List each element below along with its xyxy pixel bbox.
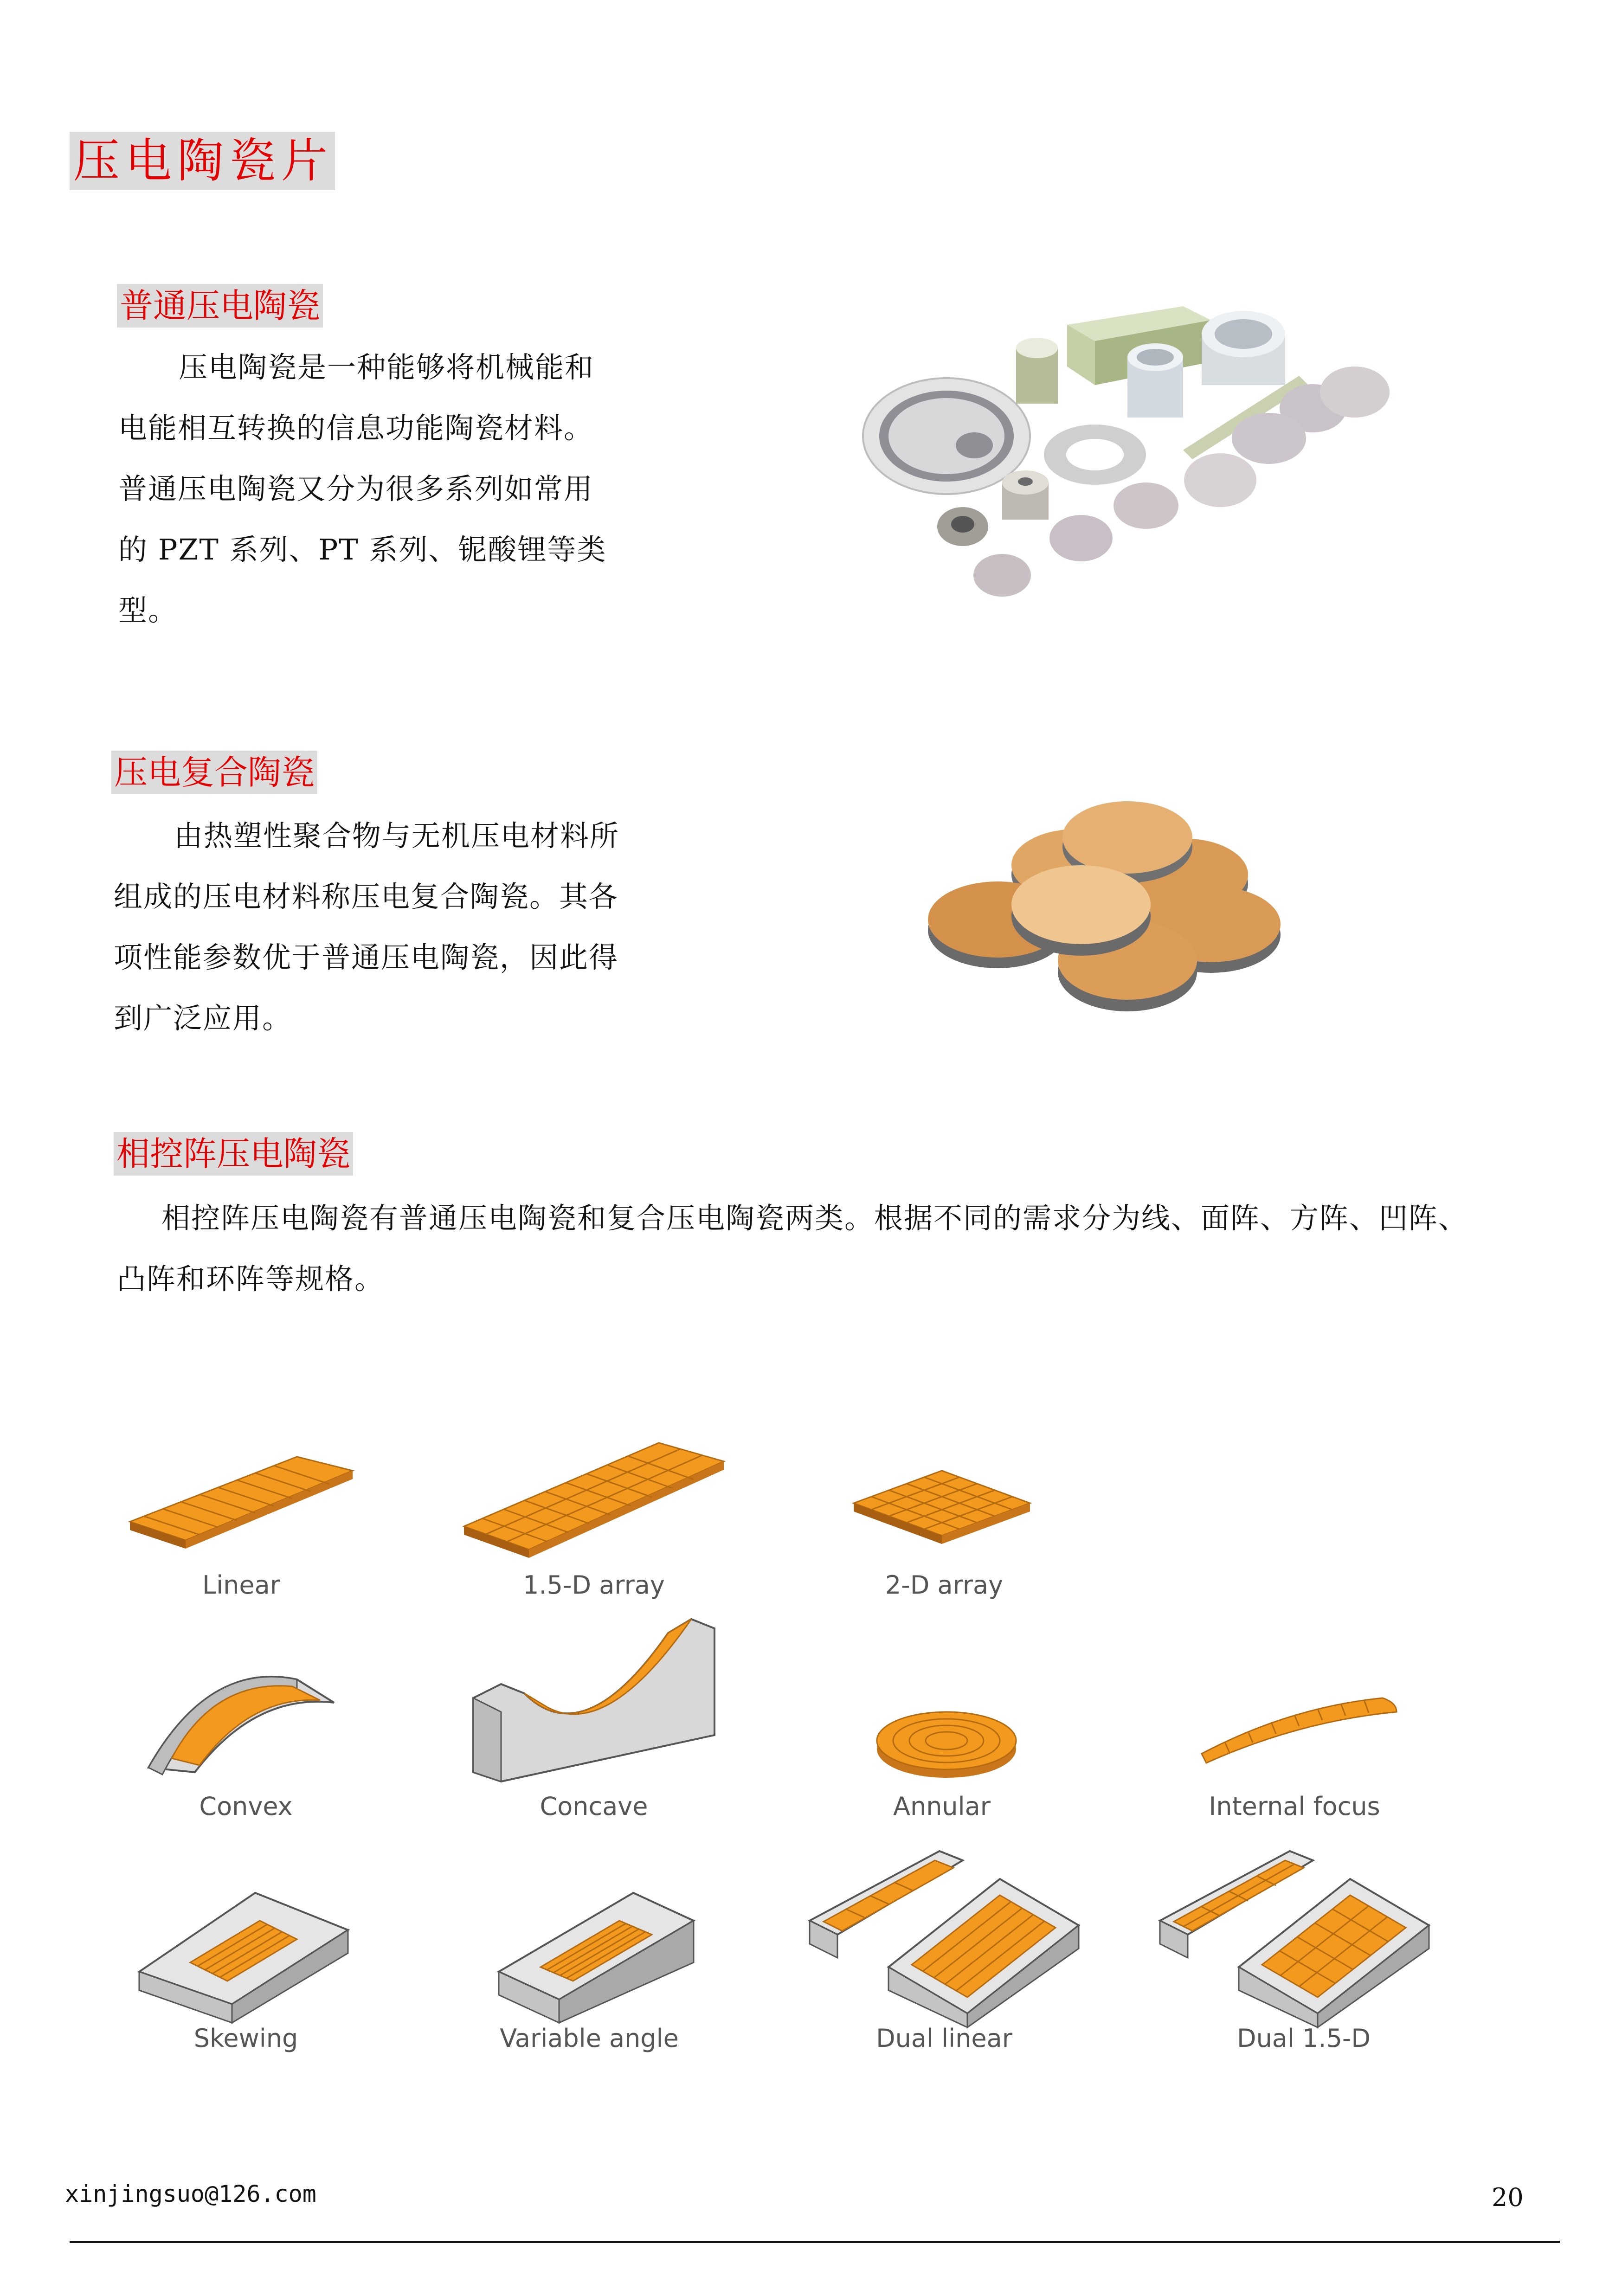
1-5d-array-illustration xyxy=(459,1434,728,1568)
array-label-2d: 2-D array xyxy=(885,1570,1004,1600)
section-body-phased-array xyxy=(117,1188,1555,1309)
page-title: 压电陶瓷片 xyxy=(70,132,335,190)
array-label-convex: Convex xyxy=(199,1792,293,1821)
array-label-annular: Annular xyxy=(893,1792,991,1821)
dual-1-5d-array-illustration xyxy=(1155,1842,1434,2027)
body-line: 组成的压电材料称压电复合陶瓷。其各 xyxy=(114,880,619,913)
2d-array-illustration xyxy=(849,1461,1035,1554)
body-line: 项性能参数优于普通压电陶瓷，因此得 xyxy=(114,940,619,974)
array-label-1-5d: 1.5-D array xyxy=(523,1570,665,1600)
footer-email: xinjingsuo@126.com xyxy=(65,2180,316,2207)
footer-divider xyxy=(70,2241,1560,2243)
convex-array-illustration xyxy=(144,1652,339,1777)
variable-angle-array-illustration xyxy=(494,1884,698,2023)
section-body-composite xyxy=(114,805,717,1048)
array-label-variable-angle: Variable angle xyxy=(500,2024,679,2053)
body-line: 由热塑性聚合物与无机压电材料所 xyxy=(174,819,620,853)
section-heading-phased-array: 相控阵压电陶瓷 xyxy=(114,1132,353,1176)
concave-array-illustration xyxy=(469,1605,719,1786)
page-number: 20 xyxy=(1492,2183,1524,2212)
skewing-array-illustration xyxy=(135,1874,353,2023)
body-line: 普通压电陶瓷又分为很多系列如常用 xyxy=(118,472,594,506)
body-line: 凸阵和环阵等规格。 xyxy=(117,1262,385,1296)
array-label-internal-focus: Internal focus xyxy=(1209,1792,1380,1821)
array-label-dual-1-5d: Dual 1.5-D xyxy=(1236,2024,1371,2053)
linear-array-illustration xyxy=(125,1452,357,1568)
body-line: 压电陶瓷是一种能够将机械能和 xyxy=(179,350,595,384)
body-line: 的 PZT 系列、PT 系列、铌酸锂等类 xyxy=(118,533,607,566)
array-label-skewing: Skewing xyxy=(193,2024,298,2053)
annular-array-illustration xyxy=(872,1707,1021,1781)
array-label-concave: Concave xyxy=(540,1792,648,1821)
array-label-linear: Linear xyxy=(202,1570,280,1600)
internal-focus-array-illustration xyxy=(1197,1689,1401,1772)
section-body-ordinary xyxy=(118,337,675,641)
body-line: 相控阵压电陶瓷有普通压电陶瓷和复合压电陶瓷两类。根据不同的需求分为线、面阵、方阵、凹阵、 xyxy=(161,1201,1468,1235)
array-label-dual-linear: Dual linear xyxy=(876,2024,1012,2053)
ordinary-ceramics-photo xyxy=(849,297,1406,622)
section-heading-ordinary: 普通压电陶瓷 xyxy=(117,284,323,328)
dual-linear-array-illustration xyxy=(805,1842,1083,2027)
composite-ceramics-photo xyxy=(923,798,1304,1030)
section-heading-composite: 压电复合陶瓷 xyxy=(111,751,317,794)
body-line: 型。 xyxy=(118,593,178,627)
body-line: 电能相互转换的信息功能陶瓷材料。 xyxy=(118,411,594,445)
body-line: 到广泛应用。 xyxy=(114,1001,292,1035)
